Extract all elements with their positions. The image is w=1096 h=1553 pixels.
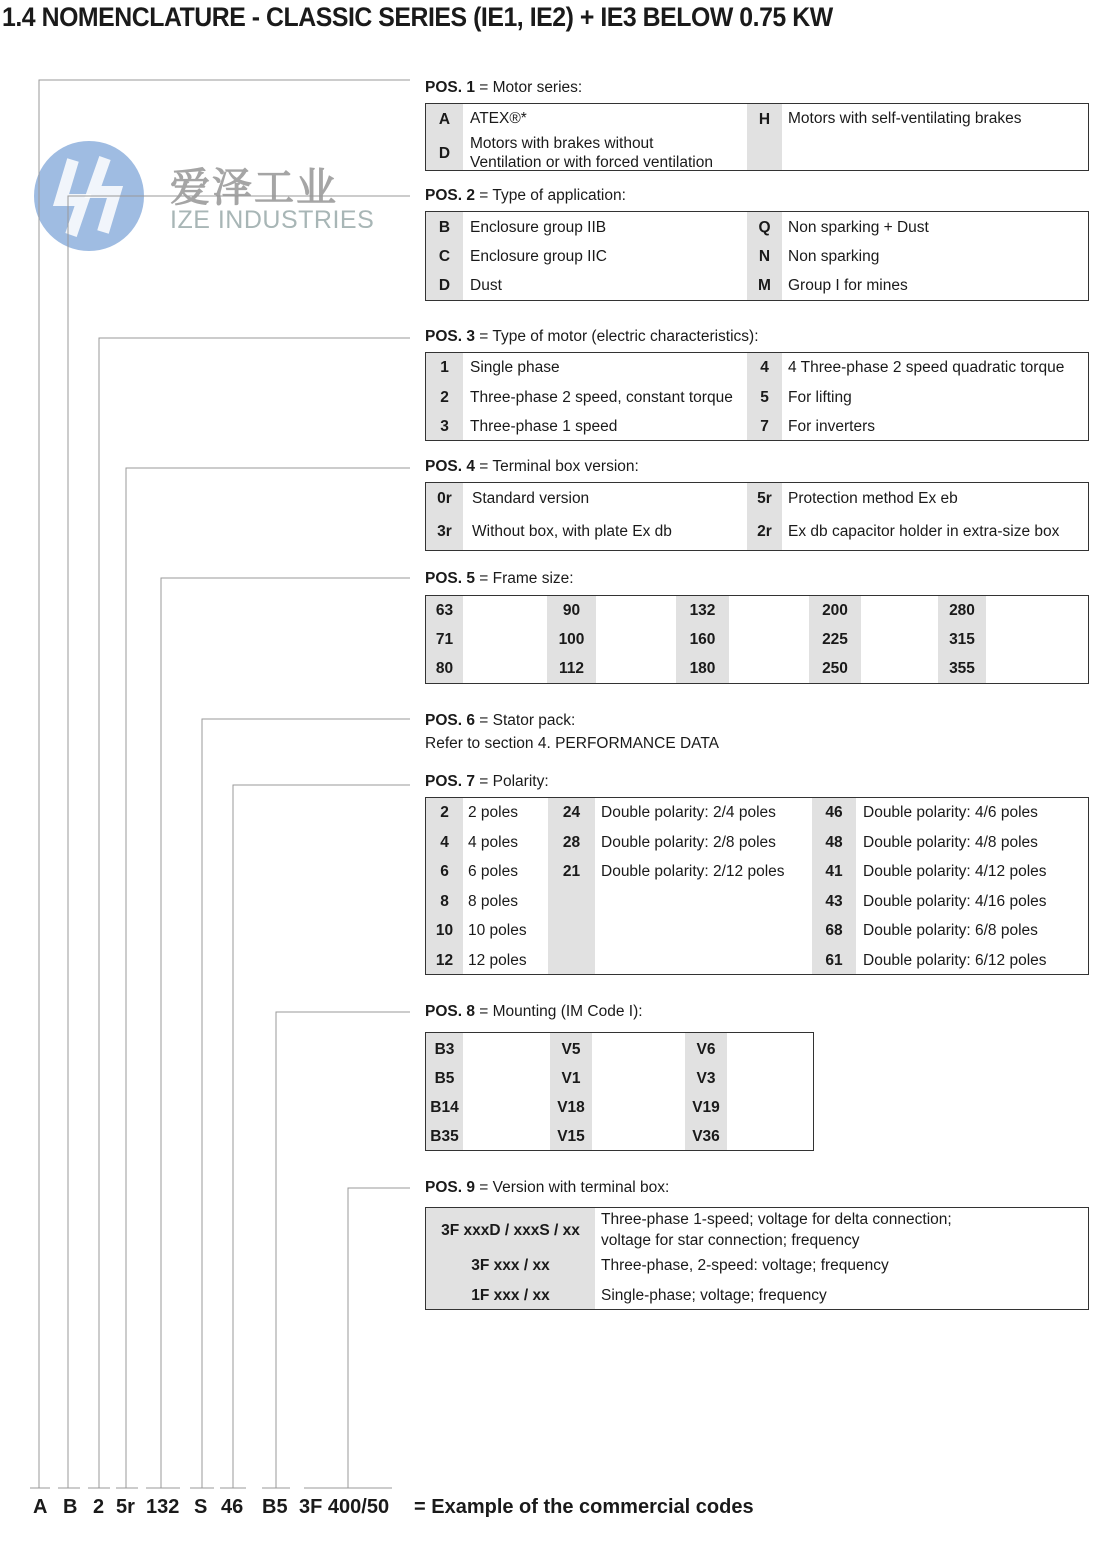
example-code-9: 3F 400/50 (299, 1496, 390, 1518)
example-caption: = Example of the commercial codes (414, 1496, 754, 1518)
pos5-label: POS. 5 (425, 570, 475, 587)
mounting-code: B35 (430, 1128, 459, 1145)
pos7-code: 68 (825, 922, 843, 939)
pos7-text: Double polarity: 4/8 poles (863, 834, 1038, 851)
pos1-text-d: Motors with brakes without (470, 135, 654, 152)
pos7-text: Double polarity: 4/6 poles (863, 804, 1038, 821)
pos4-text: Without box, with plate Ex db (472, 523, 672, 540)
pos5-desc: = Frame size: (479, 570, 574, 587)
pos4-heading (425, 458, 639, 476)
pos3-code: 4 (760, 359, 769, 376)
pos7-code: 21 (562, 863, 581, 880)
pos9-heading (425, 1179, 669, 1197)
pos7-code: 2 (440, 804, 449, 821)
page-title: 1.4 NOMENCLATURE - CLASSIC SERIES (IE1, IE2) + IE3 BELOW 0.75 KW (2, 2, 833, 32)
pos2-code: C (438, 248, 451, 265)
pos7-text: Double polarity: 4/16 poles (863, 893, 1047, 910)
pos8-label: POS. 8 (425, 1003, 475, 1020)
pos9-text: Three-phase 1-speed; voltage for delta connection; (601, 1211, 952, 1228)
frame-size: 100 (558, 631, 585, 648)
pos3-table (425, 352, 1089, 441)
mounting-code: V3 (696, 1070, 716, 1087)
mounting-code: V19 (692, 1099, 720, 1116)
example-code-2: B (63, 1496, 78, 1518)
pos7-text: Double polarity: 6/12 poles (863, 952, 1047, 969)
frame-size: 63 (435, 602, 454, 619)
pos2-desc: = Type of application: (479, 187, 626, 204)
pos7-text: Double polarity: 6/8 poles (863, 922, 1038, 939)
pos3-label: POS. 3 (425, 328, 475, 345)
frame-size: 160 (689, 631, 716, 648)
pos3-text: 4 Three-phase 2 speed quadratic torque (788, 359, 1065, 376)
mounting-code: V36 (692, 1128, 720, 1145)
pos9-code: 1F xxx / xx (471, 1287, 550, 1304)
pos7-code: 43 (825, 893, 843, 910)
pos7-code: 10 (435, 922, 454, 939)
frame-size: 250 (822, 660, 848, 677)
pos3-code: 1 (440, 359, 449, 376)
pos4-label: POS. 4 (425, 458, 475, 475)
pos4-desc: = Terminal box version: (479, 458, 639, 475)
pos3-text: Single phase (470, 359, 560, 376)
pos2-heading (425, 187, 626, 205)
pos6-note: Refer to section 4. PERFORMANCE DATA (425, 735, 720, 752)
pos3-text: Three-phase 2 speed, constant torque (470, 389, 733, 406)
pos2-code: N (758, 248, 771, 265)
pos9-text: Single-phase; voltage; frequency (601, 1287, 827, 1304)
pos4-table (425, 482, 1089, 551)
pos3-text: Three-phase 1 speed (470, 418, 618, 435)
pos4-code: 3r (437, 523, 452, 540)
pos2-table (425, 211, 1089, 301)
pos4-code: 2r (757, 523, 772, 540)
pos2-text: Non sparking + Dust (788, 219, 929, 236)
frame-size: 112 (558, 660, 584, 677)
pos1-code-h: H (758, 111, 771, 128)
example-code-8: B5 (262, 1496, 288, 1518)
mounting-code: V18 (557, 1099, 585, 1116)
example-code-1: A (33, 1496, 48, 1518)
pos9-label: POS. 9 (425, 1179, 475, 1196)
pos9-code: 3F xxx / xx (471, 1257, 550, 1274)
pos1-text-d2: Ventilation or with forced ventilation (470, 154, 713, 171)
mounting-code: V1 (561, 1070, 581, 1087)
example-code-4: 5r (116, 1496, 135, 1518)
pos4-text: Ex db capacitor holder in extra-size box (788, 523, 1060, 540)
pos3-code: 2 (440, 389, 449, 406)
mounting-code: V6 (696, 1041, 716, 1058)
pos7-code: 48 (825, 834, 843, 851)
frame-size: 90 (562, 602, 581, 619)
pos1-heading (425, 79, 582, 97)
pos7-code: 6 (440, 863, 449, 880)
mounting-code: V15 (557, 1128, 585, 1145)
pos7-heading (425, 773, 549, 791)
pos3-text: For inverters (788, 418, 875, 435)
pos3-heading (425, 328, 759, 346)
pos1-desc: = Motor series: (479, 79, 583, 96)
pos7-text: Double polarity: 2/4 poles (601, 804, 776, 821)
pos2-text: Dust (470, 277, 502, 294)
example-code-3: 2 (93, 1496, 105, 1518)
pos3-desc: = Type of motor (electric characteristics): (479, 328, 759, 345)
pos7-code: 12 (435, 952, 454, 969)
pos8-heading (425, 1003, 643, 1021)
pos2-text: Enclosure group IIB (470, 219, 607, 236)
pos3-text: For lifting (788, 389, 852, 406)
pos4-code: 5r (757, 490, 772, 507)
mounting-code: B14 (430, 1099, 459, 1116)
pos7-text: 8 poles (468, 893, 518, 910)
pos4-text: Protection method Ex eb (788, 490, 958, 507)
pos2-text: Non sparking (788, 248, 880, 265)
pos4-text: Standard version (472, 490, 590, 507)
pos9-text: Three-phase, 2-speed: voltage; frequency (601, 1257, 889, 1274)
pos2-text: Enclosure group IIC (470, 248, 607, 265)
pos6-desc: = Stator pack: (479, 712, 576, 729)
pos7-text: 4 poles (468, 834, 518, 851)
pos3-code: 5 (760, 389, 769, 406)
pos2-label: POS. 2 (425, 187, 475, 204)
pos8-desc: = Mounting (IM Code I): (479, 1003, 643, 1020)
pos2-code: M (758, 277, 771, 294)
example-code-7: 46 (221, 1496, 244, 1518)
pos7-text: 12 poles (468, 952, 527, 969)
frame-size: 180 (689, 660, 716, 677)
pos7-code: 24 (562, 804, 581, 821)
pos2-code: Q (758, 219, 771, 236)
pos7-text: Double polarity: 4/12 poles (863, 863, 1047, 880)
pos9-text2: voltage for star connection; frequency (601, 1232, 860, 1249)
pos7-code: 28 (562, 834, 581, 851)
frame-size: 355 (949, 660, 975, 677)
pos5-heading (425, 570, 574, 588)
mounting-code: B5 (434, 1070, 455, 1087)
pos7-code: 46 (825, 804, 843, 821)
pos2-code: B (438, 219, 451, 236)
watermark-cn: 爱泽工业 (170, 166, 338, 210)
mounting-code: V5 (561, 1041, 581, 1058)
pos7-desc: = Polarity: (479, 773, 549, 790)
pos1-code-d: D (438, 145, 451, 162)
pos2-text: Group I for mines (788, 277, 908, 294)
pos1-table (425, 103, 1089, 171)
pos7-text: 6 poles (468, 863, 518, 880)
pos6-heading (425, 712, 575, 730)
frame-size: 280 (949, 602, 975, 619)
pos9-desc: = Version with terminal box: (479, 1179, 670, 1196)
frame-size: 71 (435, 631, 454, 648)
example-code-5: 132 (146, 1496, 180, 1518)
pos9-code: 3F xxxD / xxxS / xx (441, 1222, 580, 1239)
pos7-code: 61 (825, 952, 843, 969)
frame-size: 225 (822, 631, 848, 648)
pos4-code: 0r (437, 490, 452, 507)
pos3-code: 7 (760, 418, 769, 435)
pos1-text-a: ATEX®* (470, 110, 527, 127)
frame-size: 315 (949, 631, 975, 648)
pos8-table (425, 1032, 814, 1151)
pos7-text: Double polarity: 2/8 poles (601, 834, 776, 851)
mounting-code: B3 (434, 1041, 455, 1058)
pos1-code-a: A (438, 111, 451, 128)
pos7-text: 10 poles (468, 922, 527, 939)
pos5-table (425, 595, 1089, 684)
pos7-text: Double polarity: 2/12 poles (601, 863, 785, 880)
pos1-label: POS. 1 (425, 79, 475, 96)
pos7-code: 4 (440, 834, 449, 851)
watermark-en: IZE INDUSTRIES (170, 206, 375, 234)
pos7-label: POS. 7 (425, 773, 475, 790)
pos7-code: 8 (440, 893, 449, 910)
pos9-table (425, 1207, 1089, 1310)
pos7-text: 2 poles (468, 804, 518, 821)
frame-size: 132 (689, 602, 716, 619)
frame-size: 80 (435, 660, 454, 677)
example-code-6: S (194, 1496, 208, 1518)
pos7-code: 41 (825, 863, 843, 880)
pos7-table (425, 797, 1089, 975)
pos1-text-h: Motors with self-ventilating brakes (788, 110, 1022, 127)
pos2-code: D (438, 277, 451, 294)
frame-size: 200 (822, 602, 848, 619)
pos3-code: 3 (440, 418, 449, 435)
pos6-label: POS. 6 (425, 712, 475, 729)
